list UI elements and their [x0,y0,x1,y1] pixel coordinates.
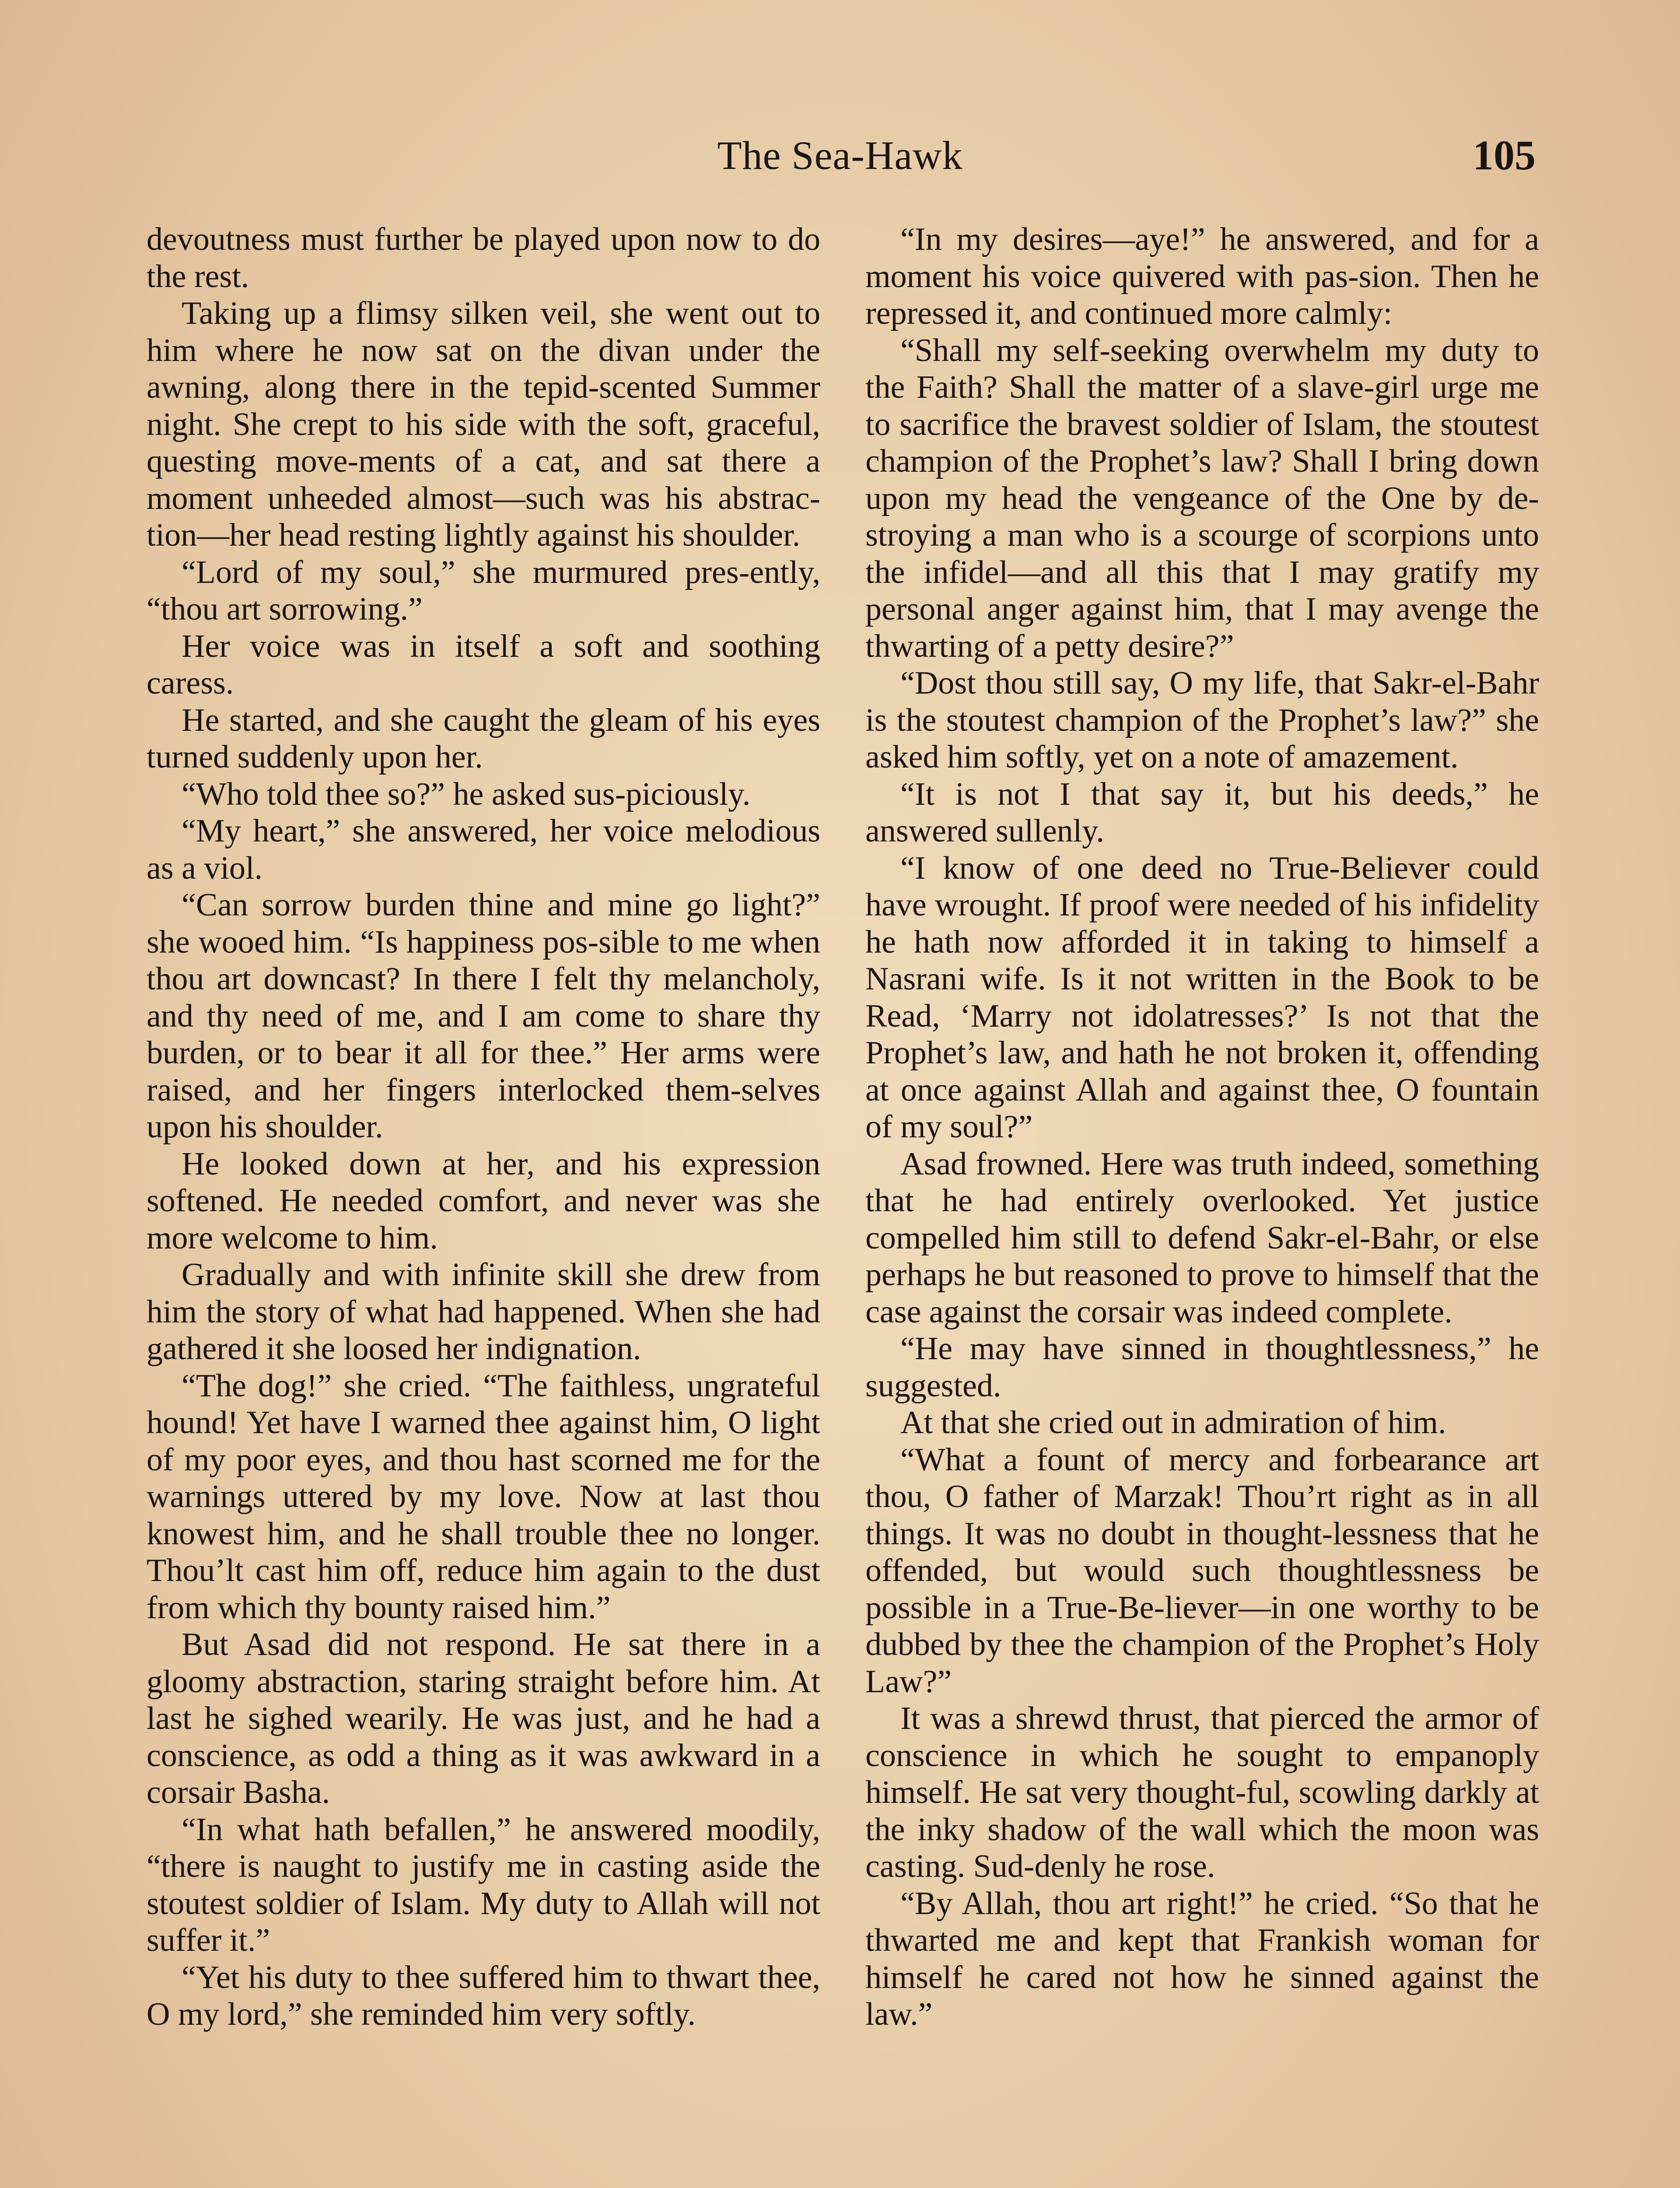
paragraph: devoutness must further be played upon now to do the rest. [147,221,820,295]
running-title: The Sea-Hawk [717,133,963,178]
paragraph: “The dog!” she cried. “The faithless, ungrateful hound! Yet have I warned thee against him, O light of my poor eyes, and thou hast scorned me for the warnings uttered by my love. Now at last thou knowest him, and he shall trouble thee no longer. Thou’lt cast him off, reduce him again to the dust from which thy bounty raised him.” [147,1368,820,1626]
paragraph: But Asad did not respond. He sat there in a gloomy abstraction, staring straight before him. At last he sighed wearily. He was just, and he had a conscience, as odd a thing as it was awkward in a corsair Basha. [147,1627,820,1810]
paragraph: “Yet his duty to thee suffered him to thwart thee, O my lord,” she reminded him very softly. [147,1959,820,2032]
paragraph: “In what hath befallen,” he answered moodily, “there is naught to justify me in casting aside the stoutest soldier of Islam. My duty to Allah will not suffer it.” [147,1811,820,1958]
page-number: 105 [1473,132,1536,179]
paragraph: “Can sorrow burden thine and mine go light?” she wooed him. “Is happiness pos-sible to me when thou art downcast? In there I felt thy melancholy, and thy need of me, and I am come to share thy burden, or to bear it all for thee.” Her arms were raised, and her fingers interlocked them-selves upon his shoulder. [147,887,820,1145]
paragraph: Asad frowned. Here was truth indeed, something that he had entirely overlooked. Yet justice compelled him still to defend Sakr-el-Bahr, or else perhaps he but reasoned to prove to himself that the case against the corsair was indeed complete. [865,1146,1539,1330]
paragraph: “Lord of my soul,” she murmured pres-ently, “thou art sorrowing.” [147,554,820,627]
paragraph: “In my desires—aye!” he answered, and for a moment his voice quivered with pas-sion. Then he repressed it, and continued more calmly: [865,221,1539,331]
page-header [144,131,1536,188]
paragraph: At that she cried out in admiration of him. [900,1405,1446,1441]
right-column [865,221,1539,2033]
paragraph: “He may have sinned in thoughtlessness,” he suggested. [865,1331,1539,1404]
paragraph: Gradually and with infinite skill she drew from him the story of what had happened. When she had gathered it she loosed her indignation. [147,1257,820,1367]
left-column [147,221,820,2033]
paragraph: “Who told thee so?” he asked sus-piciously. [182,776,751,812]
paragraph: “I know of one deed no True-Believer could have wrought. If proof were needed of his infidelity he hath now afforded it in taking to himself a Nasrani wife. Is it not written in the Book to be Read, ‘Marry not idolatresses?’ Is not that the Prophet’s law, and hath he not broken it, offending at once against Allah and against thee, O fountain of my soul?” [865,850,1539,1145]
paragraph: It was a shrewd thrust, that pierced the armor of conscience in which he sought to empanoply himself. He sat very thought-ful, scowling darkly at the inky shadow of the wall which the moon was casting. Sud-denly he rose. [865,1701,1539,1884]
paragraph: “Dost thou still say, O my life, that Sakr-el-Bahr is the stoutest champion of the Prophet’s law?” she asked him softly, yet on a note of amazement. [865,665,1539,775]
paragraph: “Shall my self-seeking overwhelm my duty to the Faith? Shall the matter of a slave-girl urge me to sacrifice the bravest soldier of Islam, the stoutest champion of the Prophet’s law? Shall I bring down upon my head the vengeance of the One by de-stroying a man who is a scourge of scorpions unto the infidel—and all this that I may gratify my personal anger against him, that I may avenge the thwarting of a petty desire?” [865,332,1539,664]
paragraph: “By Allah, thou art right!” he cried. “So that he thwarted me and kept that Frankish woman for himself he cared not how he sinned against the law.” [865,1885,1539,2032]
paragraph: “My heart,” she answered, her voice melodious as a viol. [147,813,820,886]
paragraph: He looked down at her, and his expression softened. He needed comfort, and never was she more welcome to him. [147,1146,820,1256]
paragraph: Her voice was in itself a soft and soothing caress. [147,628,820,701]
paragraph: Taking up a flimsy silken veil, she went out to him where he now sat on the divan under the awning, along there in the tepid-scented Summer night. She crept to his side with the soft, graceful, questing move-ments of a cat, and sat there a moment unheeded almost—such was his abstrac-tion—her head resting lightly against his shoulder. [147,295,820,553]
paragraph: He started, and she caught the gleam of his eyes turned suddenly upon her. [147,702,820,775]
paragraph: “What a fount of mercy and forbearance art thou, O father of Marzak! Thou’rt right as in all things. It was no doubt in thought-lessness that he offended, but would such thoughtlessness be possible in a True-Be-liever—in one worthy to be dubbed by thee the champion of the Prophet’s Holy Law?” [865,1441,1539,1700]
paragraph: “It is not I that say it, but his deeds,” he answered sullenly. [865,776,1539,849]
